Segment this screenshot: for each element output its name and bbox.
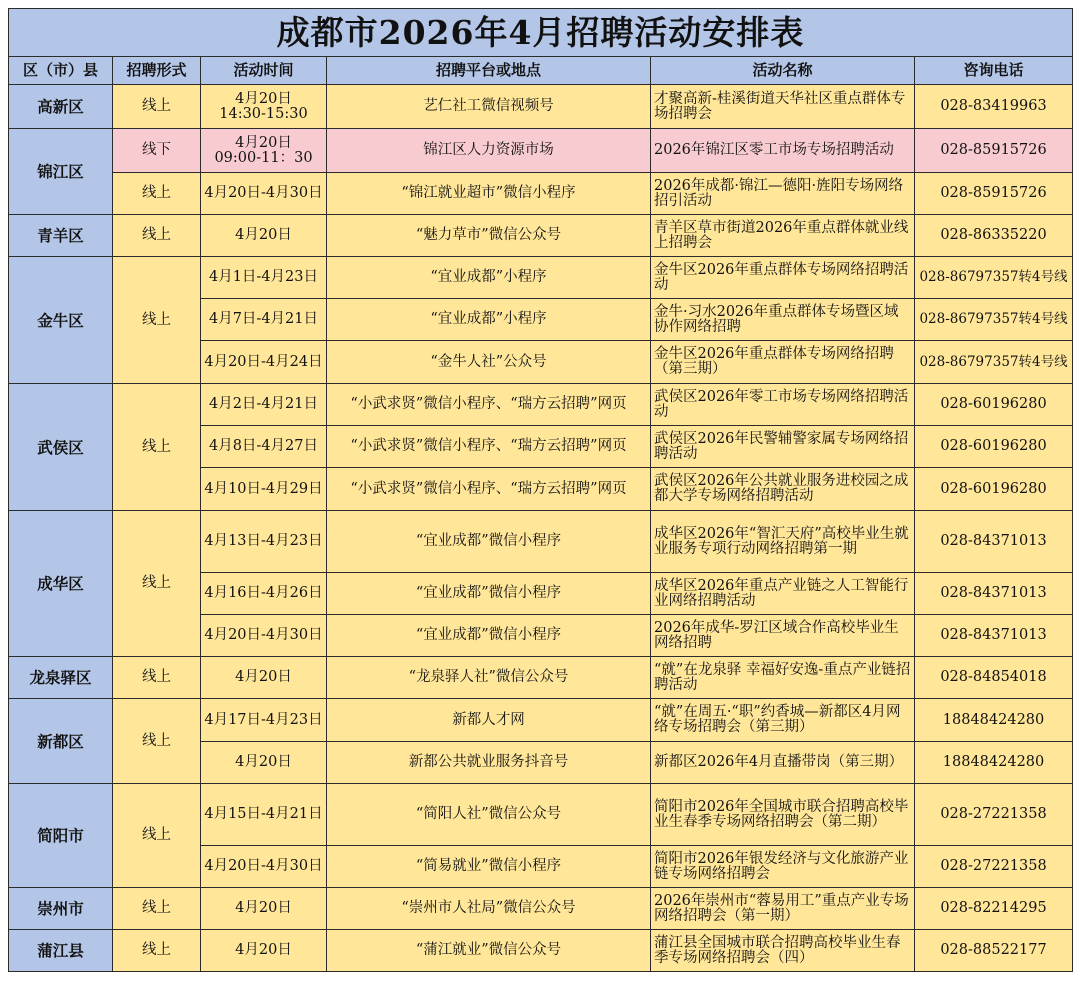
time-cell: 4月20日 [201,657,327,699]
time-cell: 4月15日-4月21日 [201,784,327,846]
district-cell: 龙泉驿区 [9,657,113,699]
activity-name-cell: 成华区2026年重点产业链之人工智能行业网络招聘活动 [651,573,915,615]
time-cell: 4月20日 [201,215,327,257]
time-cell: 4月16日-4月26日 [201,573,327,615]
phone-cell: 028-86797357转4号线 [915,341,1073,384]
table-row [9,85,1073,129]
activity-name-cell: 2026年崇州市“蓉易用工”重点产业专场网络招聘会（第一期） [651,888,915,930]
table-row [9,657,1073,699]
table-row [9,784,1073,846]
district-cell: 锦江区 [9,129,113,215]
platform-cell: “小武求贤”微信小程序、“瑞方云招聘”网页 [327,468,651,511]
header-time: 活动时间 [201,57,327,85]
form-cell: 线上 [113,511,201,657]
platform-cell: “魅力草市”微信公众号 [327,215,651,257]
platform-cell: 艺仁社工微信视频号 [327,85,651,129]
platform-cell: 新都公共就业服务抖音号 [327,742,651,784]
phone-cell: 028-84371013 [915,511,1073,573]
form-cell: 线上 [113,384,201,511]
time-cell: 4月20日 [201,930,327,972]
time-cell: 4月13日-4月23日 [201,511,327,573]
phone-cell: 028-27221358 [915,846,1073,888]
table-row [9,930,1073,972]
phone-cell: 028-85915726 [915,129,1073,173]
time-cell [201,85,327,129]
form-cell: 线上 [113,85,201,129]
date-text: 4月20日 [235,90,292,107]
activity-name-cell: 武侯区2026年零工市场专场网络招聘活动 [651,384,915,426]
platform-cell: “龙泉驿人社”微信公众号 [327,657,651,699]
form-cell: 线上 [113,215,201,257]
table-row [9,384,1073,426]
phone-cell: 028-86335220 [915,215,1073,257]
table-row [9,215,1073,257]
platform-cell: “宜业成都”微信小程序 [327,615,651,657]
table-row [9,888,1073,930]
time-cell: 4月20日 [201,888,327,930]
form-cell: 线上 [113,257,201,384]
time-cell: 4月20日-4月24日 [201,341,327,384]
time-cell: 4月10日-4月29日 [201,468,327,511]
phone-cell: 028-85915726 [915,173,1073,215]
form-cell: 线下 [113,129,201,173]
schedule-sheet [8,8,1072,972]
activity-name-cell: 武侯区2026年公共就业服务进校园之成都大学专场网络招聘活动 [651,468,915,511]
time-cell: 4月7日-4月21日 [201,299,327,341]
date-text: 4月20日 [235,134,292,151]
phone-cell: 028-27221358 [915,784,1073,846]
phone-cell: 028-88522177 [915,930,1073,972]
phone-cell: 18848424280 [915,699,1073,742]
activity-name-cell: 2026年成都·锦江—德阳·旌阳专场网络招引活动 [651,173,915,215]
table-row [9,173,1073,215]
time-cell: 4月20日-4月30日 [201,615,327,657]
header-platform: 招聘平台或地点 [327,57,651,85]
hours-text: 09:00-11：30 [214,149,313,166]
form-cell: 线上 [113,173,201,215]
platform-cell: “简易就业”微信小程序 [327,846,651,888]
activity-name-cell: 青羊区草市街道2026年重点群体就业线上招聘会 [651,215,915,257]
phone-cell: 028-82214295 [915,888,1073,930]
activity-name-cell: 才聚高新-桂溪街道天华社区重点群体专场招聘会 [651,85,915,129]
activity-name-cell: 成华区2026年“智汇天府”高校毕业生就业服务专项行动网络招聘第一期 [651,511,915,573]
activity-name-cell: 简阳市2026年全国城市联合招聘高校毕业生春季专场网络招聘会（第二期） [651,784,915,846]
time-cell: 4月8日-4月27日 [201,426,327,468]
table-title: 成都市2026年4月招聘活动安排表 [9,9,1073,57]
activity-name-cell: 2026年锦江区零工市场专场招聘活动 [651,129,915,173]
district-cell: 蒲江县 [9,930,113,972]
platform-cell: “蒲江就业”微信公众号 [327,930,651,972]
table-row [9,511,1073,573]
header-activity-name: 活动名称 [651,57,915,85]
phone-cell: 028-83419963 [915,85,1073,129]
form-cell: 线上 [113,657,201,699]
platform-cell: “宜业成都”微信小程序 [327,573,651,615]
time-cell: 4月2日-4月21日 [201,384,327,426]
district-cell: 武侯区 [9,384,113,511]
platform-cell: “金牛人社”公众号 [327,341,651,384]
time-cell: 4月1日-4月23日 [201,257,327,299]
platform-cell: “宜业成都”微信小程序 [327,511,651,573]
table-row [9,699,1073,742]
phone-cell: 028-60196280 [915,426,1073,468]
activity-name-cell: 金牛区2026年重点群体专场网络招聘活动 [651,257,915,299]
table-row [9,257,1073,299]
phone-cell: 18848424280 [915,742,1073,784]
phone-cell: 028-84854018 [915,657,1073,699]
activity-name-cell: “就”在周五·“职”约香城—新都区4月网络专场招聘会（第三期） [651,699,915,742]
platform-cell: 新都人才网 [327,699,651,742]
platform-cell: “小武求贤”微信小程序、“瑞方云招聘”网页 [327,426,651,468]
district-cell: 新都区 [9,699,113,784]
platform-cell: “小武求贤”微信小程序、“瑞方云招聘”网页 [327,384,651,426]
time-cell: 4月20日 [201,742,327,784]
activity-name-cell: 金牛·习水2026年重点群体专场暨区域协作网络招聘 [651,299,915,341]
header-district: 区（市）县 [9,57,113,85]
time-cell: 4月20日-4月30日 [201,173,327,215]
platform-cell: 锦江区人力资源市场 [327,129,651,173]
form-cell: 线上 [113,699,201,784]
header-form: 招聘形式 [113,57,201,85]
activity-name-cell: “就”在龙泉驿 幸福好安逸-重点产业链招聘活动 [651,657,915,699]
platform-cell: “崇州市人社局”微信公众号 [327,888,651,930]
phone-cell: 028-60196280 [915,384,1073,426]
platform-cell: “简阳人社”微信公众号 [327,784,651,846]
district-cell: 青羊区 [9,215,113,257]
form-cell: 线上 [113,930,201,972]
platform-cell: “宜业成都”小程序 [327,299,651,341]
activity-name-cell: 金牛区2026年重点群体专场网络招聘（第三期） [651,341,915,384]
activity-name-cell: 蒲江县全国城市联合招聘高校毕业生春季专场网络招聘会（四） [651,930,915,972]
phone-cell: 028-86797357转4号线 [915,257,1073,299]
form-cell: 线上 [113,784,201,888]
form-cell: 线上 [113,888,201,930]
table-row [9,129,1073,173]
time-cell: 4月20日-4月30日 [201,846,327,888]
activity-name-cell: 简阳市2026年银发经济与文化旅游产业链专场网络招聘会 [651,846,915,888]
platform-cell: “宜业成都”小程序 [327,257,651,299]
platform-cell: “锦江就业超市”微信小程序 [327,173,651,215]
district-cell: 崇州市 [9,888,113,930]
phone-cell: 028-84371013 [915,573,1073,615]
header-phone: 咨询电话 [915,57,1073,85]
phone-cell: 028-60196280 [915,468,1073,511]
activity-name-cell: 新都区2026年4月直播带岗（第三期） [651,742,915,784]
phone-cell: 028-86797357转4号线 [915,299,1073,341]
phone-cell: 028-84371013 [915,615,1073,657]
time-cell: 4月17日-4月23日 [201,699,327,742]
district-cell: 简阳市 [9,784,113,888]
activity-name-cell: 2026年成华-罗江区域合作高校毕业生网络招聘 [651,615,915,657]
district-cell: 金牛区 [9,257,113,384]
district-cell: 高新区 [9,85,113,129]
time-cell [201,129,327,173]
schedule-table [8,8,1073,972]
hours-text: 14:30-15:30 [219,105,308,122]
activity-name-cell: 武侯区2026年民警辅警家属专场网络招聘活动 [651,426,915,468]
district-cell: 成华区 [9,511,113,657]
